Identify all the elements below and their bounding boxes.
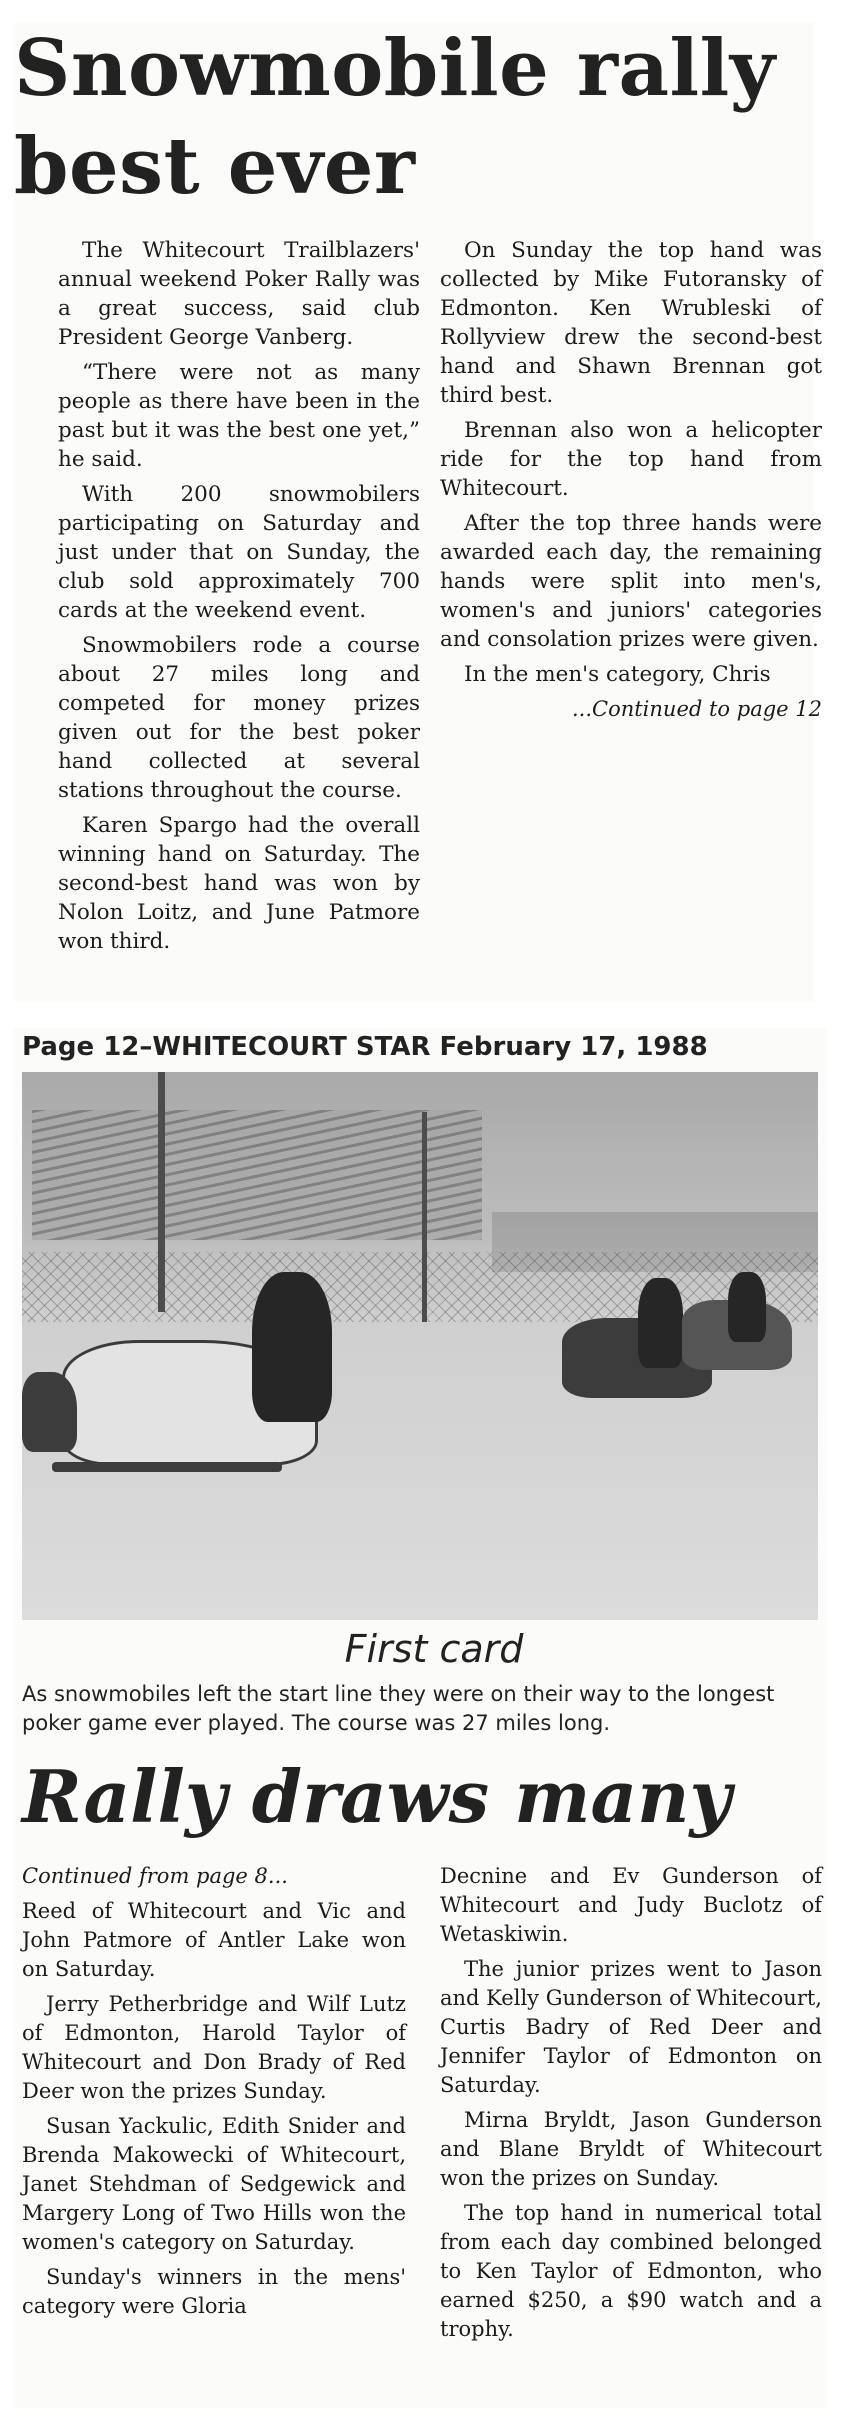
article1-column-2: [440, 236, 822, 724]
paragraph: Jerry Petherbridge and Wilf Lutz of Edmonton, Harold Taylor of Whitecourt and Don Brady of Red Deer won the prizes Sunday.: [22, 1992, 406, 2103]
continued-from-note: Continued from page 8...: [22, 1864, 288, 1888]
photo-caption-title: First card: [344, 1627, 524, 1671]
paragraph: Reed of Whitecourt and Vic and John Patmore of Antler Lake won on Saturday.: [22, 1899, 406, 1981]
paragraph: On Sunday the top hand was collected by Mike Futoransky of Edmonton. Ken Wrubleski of Rollyview drew the second-best hand and Shawn Brennan got third best.: [440, 238, 822, 408]
rider-shape: [638, 1278, 683, 1368]
paragraph: The Whitecourt Trailblazers' annual weekend Poker Rally was a great success, said club President George Vanberg.: [58, 238, 420, 350]
paragraph: Snowmobilers rode a course about 27 miles long and competed for money prizes given out for the best poker hand collected at several stations throughout the course.: [58, 633, 420, 803]
rider-shape: [252, 1272, 332, 1422]
continued-to-note: ...Continued to page 12: [571, 697, 822, 721]
paragraph: The junior prizes went to Jason and Kelly Gunderson of Whitecourt, Curtis Badry of Red Deer and Jennifer Taylor of Edmonton on Saturday.: [440, 1957, 822, 2097]
paragraph: With 200 snowmobilers participating on Saturday and just under that on Sunday, the club sold approximately 700 cards at the weekend event.: [58, 482, 420, 623]
article2-column-1: [22, 1862, 406, 2327]
snowmobile-photo: [22, 1072, 818, 1620]
headline-snowmobile-rally: Snowmobile rally best ever: [14, 23, 776, 212]
paragraph: After the top three hands were awarded each day, the remaining hands were split into men's, women's and juniors' categories and consolation prizes were given.: [440, 511, 822, 652]
paragraph: Sunday's winners in the mens' category were Gloria: [22, 2265, 406, 2318]
grandstand-shape: [32, 1110, 482, 1240]
photo-caption: As snowmobiles left the start line they were on their way to the longest poker game ever played. The course was 27 miles long.: [22, 1682, 775, 1735]
paragraph: In the men's category, Chris: [464, 662, 771, 687]
paragraph: Decnine and Ev Gunderson of Whitecourt and Judy Buclotz of Wetaskiwin.: [440, 1864, 822, 1946]
paragraph: “There were not as many people as there have been in the past but it was the best one yet,” he said.: [58, 360, 420, 472]
article2-column-2: [440, 1862, 822, 2350]
paragraph: Mirna Bryldt, Jason Gunderson and Blane Bryldt of Whitecourt won the prizes on Sunday.: [440, 2108, 822, 2190]
ski-shape: [52, 1462, 282, 1472]
page-header: Page 12–WHITECOURT STAR February 17, 1988: [22, 1032, 708, 1062]
snowmobile-edge-shape: [22, 1372, 77, 1452]
paragraph: Susan Yackulic, Edith Snider and Brenda Makowecki of Whitecourt, Janet Stehdman of Sedgewick and Margery Long of Two Hills won the women's category on Saturday.: [22, 2114, 406, 2254]
paragraph: Karen Spargo had the overall winning hand on Saturday. The second-best hand was won by Nolon Loitz, and June Patmore won third.: [58, 813, 420, 954]
paragraph: The top hand in numerical total from each day combined belonged to Ken Taylor of Edmonton, who earned $250, a $90 watch and a trophy.: [440, 2201, 822, 2341]
headline-rally-draws-many: Rally draws many: [22, 1754, 732, 1839]
paragraph: Brennan also won a helicopter ride for the top hand from Whitecourt.: [440, 418, 822, 501]
rider-shape: [728, 1272, 766, 1342]
article1-column-1: [58, 236, 420, 962]
